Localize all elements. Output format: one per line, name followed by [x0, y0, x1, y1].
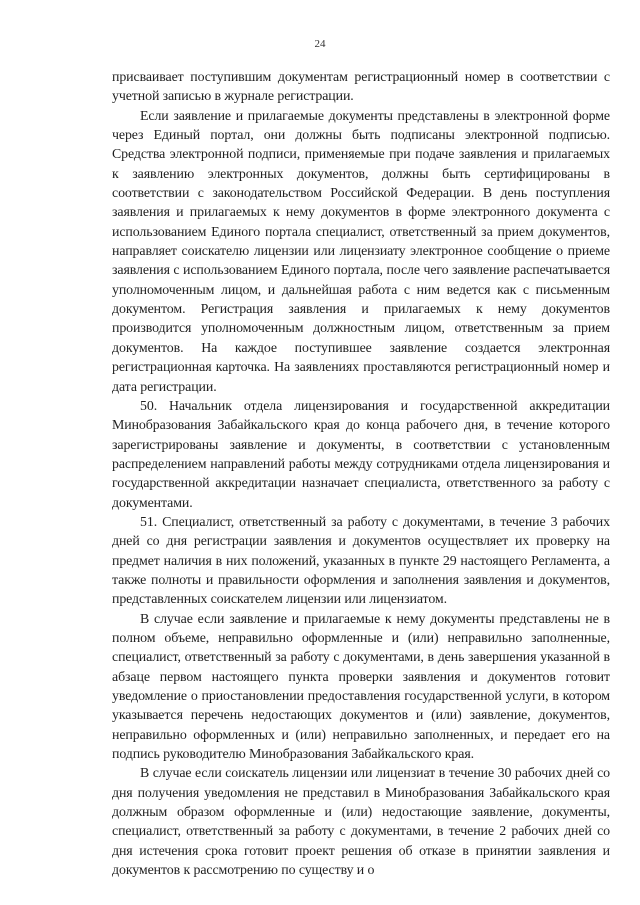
document-body: [112, 68, 610, 880]
paragraph-item-51: 51. Специалист, ответственный за работу с документами, в течение 3 рабочих дней со дня регистрации заявления и документов осуществляет их проверку на предмет наличия в них положений, указанных в пункте 29 настоящего Регламента, а также полноты и правильности оформления и заполнения заявления и документов, представленных соискателем лицензии или лицензиатом.: [112, 514, 610, 608]
paragraph-electronic-submission: Если заявление и прилагаемые документы представлены в электронной форме через Единый портал, они должны быть подписаны электронной подписью. Средства электронной подписи, применяемые при подаче заявления и прилагаемых к заявлению электронных документов, должны быть сертифицированы в соответствии с законодательством Российской Федерации. В день поступления заявления и прилагаемых к нему документов в форме электронного документа с использованием Единого портала специалист, ответственный за прием документов, направляет соискателю лицензии или лицензиату электронное сообщение о приеме заявления с использованием Единого портала, после чего заявление распечатывается уполномоченным лицом, и дальнейшая работа с ним ведется как с письменным документом. Регистрация заявления и прилагаемых к нему документов производится уполномоченным должностным лицом, ответственным за прием документов. На каждое поступившее заявление создается электронная регистрационная карточка. На заявлениях проставляются регистрационный номер и дата регистрации.: [112, 108, 610, 395]
page-number: 24: [314, 38, 326, 50]
paragraph-item-50: 50. Начальник отдела лицензирования и государственной аккредитации Минобразования Забайкальского края до конца рабочего дня, в течение которого зарегистрированы заявление и документы, в соответствии с установленным распределением направлений работы между сотрудниками отдела лицензирования и государственной аккредитации назначает специалиста, ответственного за работу с документами.: [112, 398, 610, 511]
paragraph-refusal: В случае если соискатель лицензии или лицензиат в течение 30 рабочих дней со дня получения уведомления не представил в Минобразования Забайкальского края должным образом оформленные и (или) недостающие заявление, документы, специалист, ответственный за работу с документами, в течение 2 рабочих дней со дня истечения срока готовит проект решения об отказе в принятии заявления и документов к рассмотрению по существу и о: [112, 766, 610, 879]
paragraph-incomplete-documents: В случае если заявление и прилагаемые к нему документы представлены не в полном объеме, неправильно оформленные и (или) неправильно заполненные, специалист, ответственный за работу с документами, в день завершения указанной в абзаце первом настоящего пункта проверки заявления и документов готовит уведомление о приостановлении предоставления государственной услуги, в котором указывается перечень недостающих документов и (или) заявление, документов, неправильно оформленных и (или) неправильно заполненных, и передает его на подпись руководителю Минобразования Забайкальского края.: [112, 611, 610, 763]
paragraph-registration-continued: присваивает поступившим документам регистрационный номер в соответствии с учетной записью в журнале регистрации.: [112, 70, 610, 105]
